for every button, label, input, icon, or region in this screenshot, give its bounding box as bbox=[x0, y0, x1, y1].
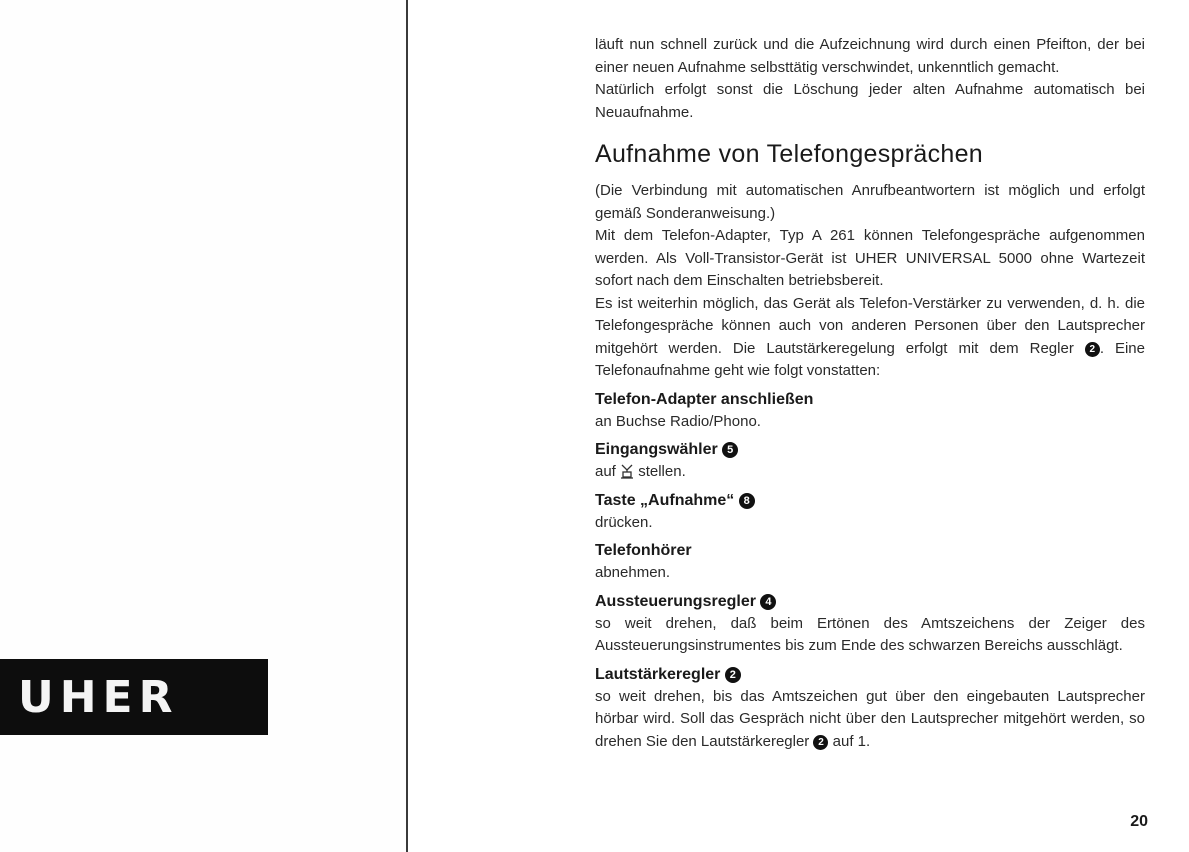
paragraph-3-text-b: . Eine Telefonaufnahme geht wie folgt vonstatten: bbox=[595, 339, 1145, 379]
step-eingangswaehler bbox=[595, 439, 1145, 484]
control-number-badge: 2 bbox=[1085, 342, 1100, 357]
intro-paragraph-1: läuft nun schnell zurück und die Aufzeichnung wird durch einen Pfeifton, der bei einer neuen Aufnahme selbsttätig verschwindet, unkenntlich gemacht. bbox=[595, 36, 1145, 76]
step-text-after: auf 1. bbox=[828, 732, 871, 750]
control-number-badge: 5 bbox=[722, 442, 738, 458]
step-text: so weit drehen, daß beim Ertönen des Amtszeichens der Zeiger des Aussteuerungsinstrumentes bis zum Ende des schwarzen Bereichs ausschlägt. bbox=[595, 614, 1145, 654]
step-title-text: Aussteuerungsregler bbox=[595, 592, 756, 610]
step-text bbox=[595, 461, 1145, 484]
step-title: Telefon-Adapter anschließen bbox=[595, 390, 814, 408]
step-text-after: stellen. bbox=[638, 463, 686, 480]
section-paragraph-1: (Die Verbindung mit automatischen Anrufbeantwortern ist möglich und erfolgt gemäß Sonderanweisung.) bbox=[595, 182, 1145, 222]
step-text: abnehmen. bbox=[595, 564, 671, 581]
logo-text: UHER bbox=[18, 671, 179, 723]
step-text-before: auf bbox=[595, 463, 616, 480]
control-number-badge: 2 bbox=[725, 667, 741, 683]
step-aussteuerungsregler bbox=[595, 591, 1145, 658]
page-number: 20 bbox=[1130, 813, 1148, 830]
step-text bbox=[595, 686, 1145, 754]
uher-logo bbox=[0, 659, 268, 735]
step-title bbox=[595, 664, 1145, 686]
section-paragraph-2: Mit dem Telefon-Adapter, Typ A 261 können Telefongespräche aufgenommen werden. Als Voll-Transistor-Gerät ist UHER UNIVERSAL 5000 ohne Wartezeit sofort nach dem Einschalten betriebsbereit. bbox=[595, 227, 1145, 289]
page-spine bbox=[406, 0, 408, 852]
step-title-text: Taste „Aufnahme“ bbox=[595, 491, 735, 509]
step-taste-aufnahme bbox=[595, 490, 1145, 535]
step-title-text: Eingangswähler bbox=[595, 441, 718, 458]
step-title: Telefonhörer bbox=[595, 542, 692, 559]
telephone-icon bbox=[620, 463, 634, 479]
control-number-badge: 8 bbox=[739, 493, 755, 509]
step-title bbox=[595, 439, 1145, 461]
step-telefonhoerer bbox=[595, 540, 1145, 585]
section-title: Aufnahme von Telefongesprächen bbox=[595, 140, 983, 168]
right-page-content bbox=[595, 34, 1145, 753]
control-number-badge: 2 bbox=[813, 735, 828, 750]
section-paragraph-3 bbox=[595, 293, 1145, 383]
left-page bbox=[0, 0, 406, 852]
intro-paragraph-2: Natürlich erfolgt sonst die Löschung jeder alten Aufnahme automatisch bei Neuaufnahme. bbox=[595, 81, 1145, 121]
step-title bbox=[595, 591, 1145, 613]
step-text: drücken. bbox=[595, 513, 653, 531]
control-number-badge: 4 bbox=[760, 594, 776, 610]
step-title-text: Lautstärkeregler bbox=[595, 665, 721, 683]
step-text-before: so weit drehen, bis das Amtszeichen gut über den eingebauten Lautsprecher hörbar wird. Soll das Gespräch nicht über den Lautsprecher mitgehört werden, so drehen Sie den Lautstärkeregler bbox=[595, 687, 1145, 750]
step-text: an Buchse Radio/Phono. bbox=[595, 412, 761, 430]
step-telefon-adapter bbox=[595, 389, 1145, 434]
paragraph-3-text-a: Es ist weiterhin möglich, das Gerät als Telefon-Verstärker zu verwenden, d. h. die Telefongespräche können auch von anderen Personen über den Lautsprecher mitgehört werden. Die Lautstärkeregelung erfolgt mit dem Regler bbox=[595, 294, 1145, 357]
step-lautstaerkeregler bbox=[595, 664, 1145, 754]
step-title bbox=[595, 490, 1145, 512]
